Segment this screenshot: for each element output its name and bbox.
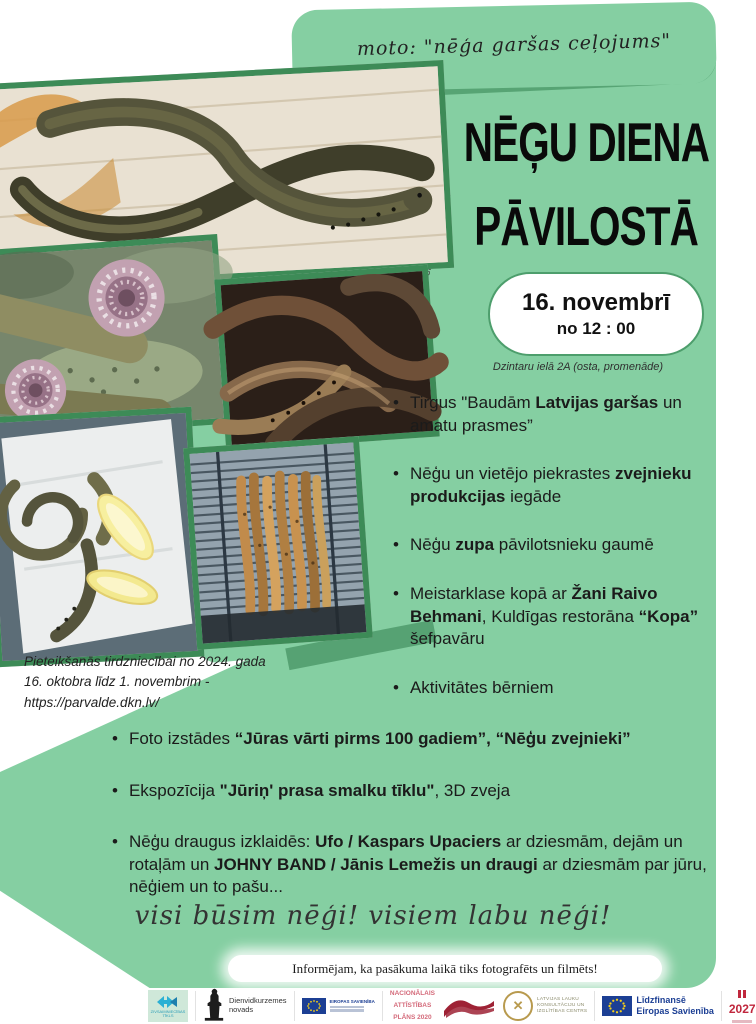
bullet-dot-icon: • (112, 832, 118, 852)
bullet-item: • Tirgus "Baudām Latvijas garšas un amatu prasmes” (393, 392, 717, 437)
statue-icon (203, 991, 225, 1021)
llkc-line-2: KONSULTĀCIJU UN (537, 1002, 585, 1008)
time-text: no 12 : 00 (556, 319, 636, 338)
eu-cofinance-line-1: Līdzfinansē (636, 995, 686, 1006)
footer-separator (195, 991, 196, 1021)
bullet-item: • Nēģu un vietējo piekrastes zvejnieku produkcijas iegāde (393, 463, 717, 508)
registration-line-1: Pieteikšanās tirdzniecībai no 2024. gada (24, 654, 266, 669)
footer-separator (594, 991, 595, 1021)
footer-separator (382, 991, 383, 1021)
photo-lamprey-mouths (0, 234, 230, 440)
address-text: Dzintaru ielā 2A (osta, promenāde) (492, 361, 664, 373)
title-line-2: PĀVILOSTĀ (474, 195, 698, 257)
2027-subtext-bar (732, 1020, 752, 1023)
bullet-item: • Meistarklase kopā ar Žani Raivo Behmani, Kuldīgas restorāna “Kopa” šefpavāru (393, 583, 717, 651)
footer-logo-strip (0, 988, 756, 1024)
nap-line-1: NACIONĀLAIS (389, 989, 436, 997)
bullet-item: • Foto izstādes “Jūras vārti pirms 100 gadiem”, “Nēģu zvejnieki” (112, 728, 720, 751)
date-badge (488, 272, 704, 356)
nap-line-2: ATTĪSTĪBAS (393, 1001, 432, 1009)
dienvidkurzemes-label-1: Dienvidkurzemes (229, 996, 287, 1006)
bullet-dot-icon: • (393, 464, 399, 484)
eu-fund-label: EIROPAS SAVIENĪBA (329, 999, 375, 1005)
bullet-dot-icon: • (393, 677, 399, 697)
eu-flag-icon (602, 996, 632, 1016)
footer-separator (294, 991, 295, 1021)
bullet-dot-icon: • (112, 729, 118, 748)
llkc-line-1: LATVIJAS LAUKU (537, 996, 579, 1002)
photo-notice: Informējam, ka pasākuma laikā tiks fotografēts un filmēts! (228, 955, 662, 982)
bullet-dot-icon: • (393, 584, 399, 604)
footer-separator (721, 991, 722, 1021)
2027-bars-icon (738, 990, 746, 998)
registration-note (24, 652, 324, 713)
nap-line-3: PLĀNS 2020 (393, 1014, 432, 1022)
bullet-dot-icon: • (112, 780, 118, 800)
title-line-1: NĒĢU DIENA (463, 111, 709, 173)
bullet-dot-icon: • (393, 393, 399, 412)
zivsaimniecibas-tikls-logo (148, 990, 188, 1022)
dienvidkurzemes-novads-logo (203, 991, 287, 1021)
zivsaimniecibas-tikls-label: ZIVSAIMNIECĪBAS TĪKLS (150, 1008, 186, 1018)
bullet-item: • Nēģu zupa pāvilotsnieku gaumē (393, 534, 717, 557)
photo-grilled-lampreys (183, 436, 373, 650)
photo-lampreys-with-lemon (0, 407, 204, 668)
events-list (112, 728, 720, 928)
bullet-item: • Aktivitātes bērniem (393, 677, 717, 700)
poster-title (446, 100, 726, 268)
latvia-flag-ribbon-icon (442, 993, 496, 1019)
wheat-cross-icon: ✕ (503, 991, 533, 1021)
bullet-dot-icon: • (393, 535, 399, 555)
nacionalais-attistibas-plans-logo (390, 990, 435, 1022)
plans-2027-logo (729, 990, 756, 1023)
eu-flag-icon (302, 998, 326, 1014)
closing-text: visi būsim nēģi! visiem labu nēģi! (134, 901, 612, 931)
eu-cofinance-logo (602, 995, 714, 1017)
motto-text: moto: "nēģa garšas ceļojums" (356, 29, 672, 61)
bullet-item: • Ekspozīcija "Jūriņ' prasa smalku tīklu", 3D zveja (112, 780, 720, 803)
activities-list (393, 392, 717, 725)
2027-label: 2027 (728, 1001, 756, 1016)
llkc-logo (503, 991, 587, 1021)
date-text: 16. novembrī (521, 289, 671, 316)
registration-line-2: 16. oktobra līdz 1. novembrim - (24, 674, 210, 690)
dienvidkurzemes-label-2: novads (229, 1005, 254, 1014)
bullet-item: • Nēģu draugus izklaidēs: Ufo / Kaspars Upaciers ar dziesmām, dejām un rotaļām un JOHNY BAND / Jānis Lemežis un draugi ar dziesmām par jūru, nēģiem un to pašu... (112, 831, 720, 899)
eu-fund-logo (302, 998, 375, 1014)
eu-fund-subtext-bar (330, 1006, 364, 1009)
latvia-ribbon-logo (442, 993, 496, 1019)
fisheries-arrows-icon (156, 995, 180, 1009)
eu-fund-subtext-bar (330, 1009, 364, 1012)
registration-link[interactable]: https://parvalde.dkn.lv/ (24, 694, 160, 710)
llkc-line-3: IZGLĪTĪBAS CENTRS (537, 1009, 588, 1015)
eu-cofinance-line-2: Eiropas Savienība (636, 1006, 714, 1016)
